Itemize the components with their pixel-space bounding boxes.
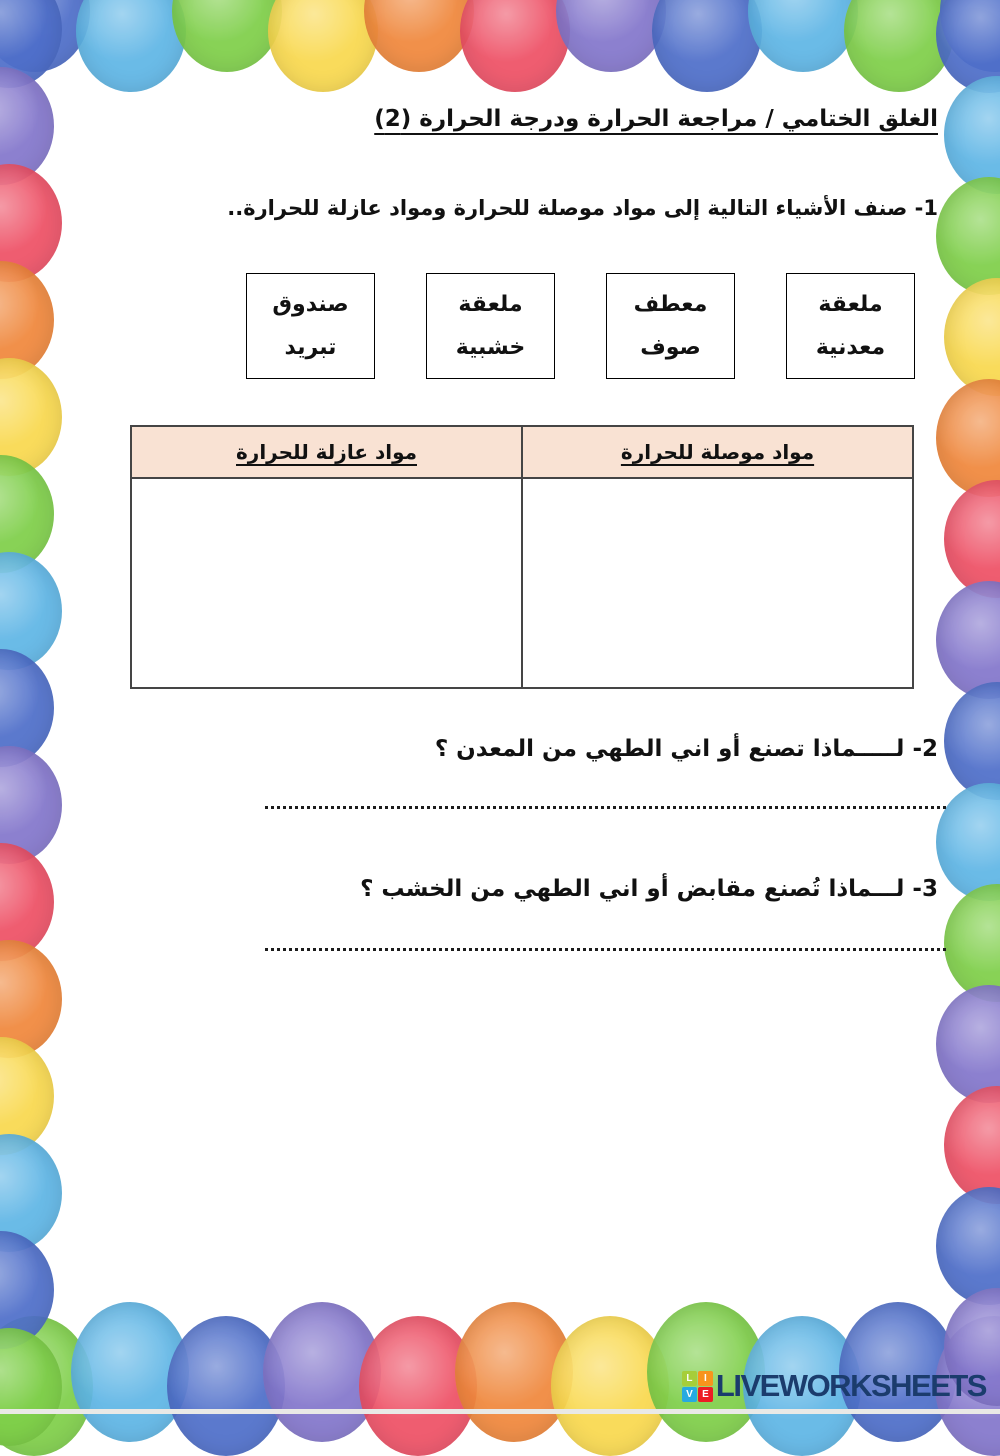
logo-square-i: I (698, 1371, 713, 1386)
answer-line-question-2[interactable] (265, 806, 946, 809)
word-card-cooler-box[interactable] (246, 273, 375, 379)
card-line: تبريد (284, 335, 337, 360)
page-edge-strip (0, 1409, 1000, 1414)
liveworksheets-logo (682, 1368, 986, 1404)
logo-square-l: L (682, 1371, 697, 1386)
word-card-metal-spoon[interactable] (786, 273, 915, 379)
logo-square-e: E (698, 1387, 713, 1402)
card-line: خشبية (455, 335, 526, 360)
liveworksheets-grid-icon (682, 1371, 713, 1402)
word-card-wool-coat[interactable] (606, 273, 735, 379)
card-line: معطف (633, 292, 708, 317)
card-line: معدنية (815, 335, 886, 360)
question-3-text: 3- لـــماذا تُصنع مقابض أو اني الطهي من الخشب ؟ (360, 876, 938, 902)
answer-cell-insulators[interactable] (132, 479, 521, 687)
classification-table (130, 425, 914, 689)
table-body-row (132, 479, 912, 687)
table-header-insulators: مواد عازلة للحرارة (132, 427, 521, 477)
question-1-text: 1- صنف الأشياء التالية إلى مواد موصلة للحرارة ومواد عازلة للحرارة.. (227, 196, 938, 220)
card-line: صوف (640, 335, 701, 360)
card-line: ملعقة (818, 292, 883, 317)
card-line: ملعقة (458, 292, 523, 317)
answer-cell-conductors[interactable] (521, 479, 912, 687)
word-cards-row (246, 273, 915, 379)
table-header-conductors: مواد موصلة للحرارة (521, 427, 912, 477)
question-2-text: 2- لـــــماذا تصنع أو اني الطهي من المعدن ؟ (434, 736, 938, 762)
answer-line-question-3[interactable] (265, 948, 946, 951)
logo-square-v: V (682, 1387, 697, 1402)
worksheet-title: الغلق الختامي / مراجعة الحرارة ودرجة الحرارة (2) (374, 106, 938, 132)
word-card-wooden-spoon[interactable] (426, 273, 555, 379)
card-line: صندوق (272, 292, 349, 317)
table-header-row (132, 427, 912, 479)
liveworksheets-wordmark: LIVEWORKSHEETS (715, 1368, 986, 1403)
